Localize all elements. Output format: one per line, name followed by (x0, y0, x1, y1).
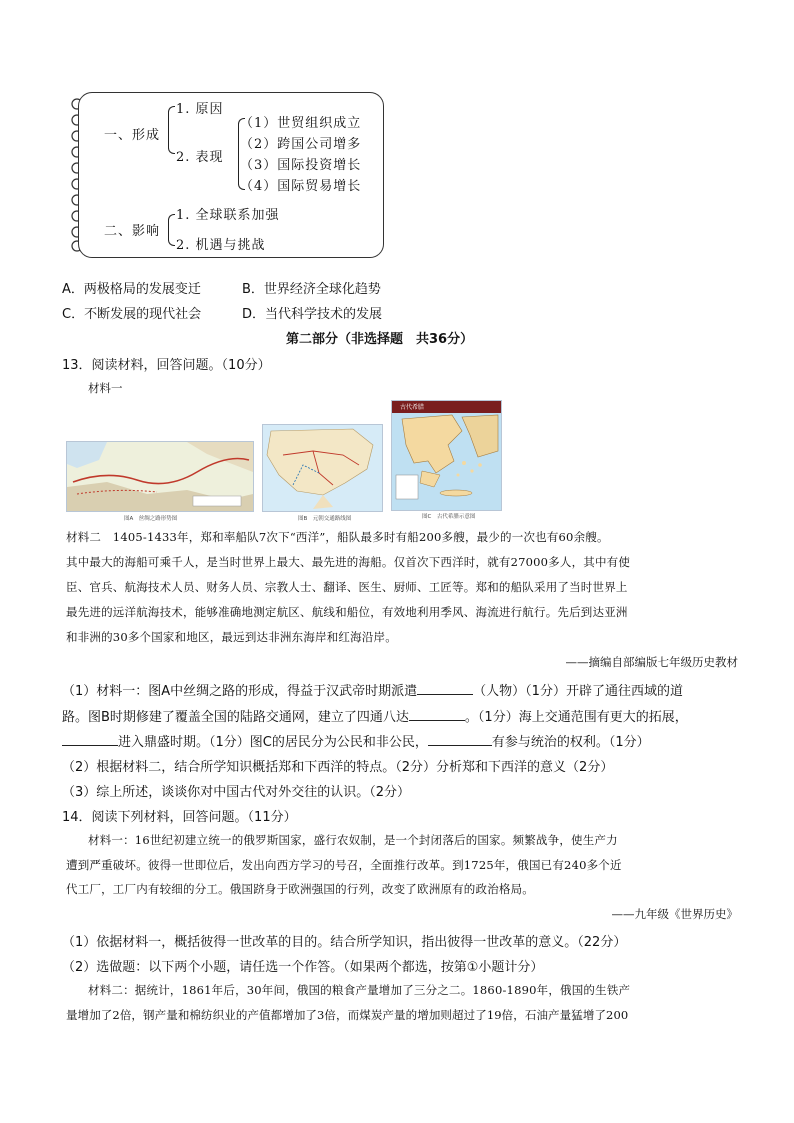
answer-blank-4[interactable] (428, 734, 492, 746)
answer-blank-1[interactable] (417, 683, 473, 695)
q13-sub2: （2）根据材料二，结合所学知识概括郑和下西洋的特点。（2分）分析郑和下西洋的意义（2分） (62, 760, 614, 775)
q13-sub1-line1-b: （人物）（1分）开辟了通往西域的道 (473, 684, 683, 699)
mm-manifestation: 2. 表现 (176, 150, 224, 165)
q13-sub1-line1-a: （1）材料一：图A中丝绸之路的形成，得益于汉武帝时期派遣 (62, 684, 418, 699)
q13-sub1-line1 (62, 680, 683, 699)
part2-title: 第二部分（非选择题 共36分） (286, 332, 474, 347)
q14-sub1: （1）依据材料一，概括彼得一世改革的目的。结合所学知识，指出彼得一世改革的意义。（22分） (62, 935, 627, 950)
option-d[interactable]: D．当代科学技术的发展 (242, 307, 383, 322)
option-b[interactable]: B．世界经济全球化趋势 (242, 282, 381, 297)
silk-road-map (66, 441, 254, 512)
q13-sub1-line3-a: 进入鼎盛时期。（1分）图C的居民分为公民和非公民， (118, 735, 428, 750)
mm-item-3: （3）国际投资增长 (240, 158, 362, 173)
caption-map-b: 图B 元朝交通路线图 (298, 516, 352, 522)
q14-stem: 14．阅读下列材料，回答问题。（11分） (62, 810, 297, 825)
q13-sub1-line3-b: 有参与统治的权利。（1分） (491, 735, 650, 750)
ancient-greece-map-graphic (392, 401, 501, 510)
q13-material2-line-5: 和非洲的30多个国家和地区，最远到达非洲东海岸和红海沿岸。 (66, 630, 397, 644)
q13-source: ——摘编自部编版七年级历史教材 (565, 655, 738, 669)
q13-sub1-line2-b: 。（1分）海上交通范围有更大的拓展， (464, 710, 688, 725)
silk-road-map-graphic (67, 442, 253, 511)
brace (168, 214, 175, 246)
q14-material2-line-2: 量增加了2倍，钢产量和棉纺织业的产值都增加了3倍，而煤炭产量的增加则超过了19倍，石油产量猛增了200 (66, 1008, 629, 1022)
mm-section-formation: 一、形成 (104, 128, 161, 143)
q13-material2-line-2: 其中最大的海船可乘千人，是当时世界上最大、最先进的海船。仅首次下西洋时，就有27000多人，其中有使 (66, 555, 631, 569)
caption-map-a: 图A 丝绸之路形势图 (124, 516, 178, 522)
option-c[interactable]: C．不断发展的现代社会 (62, 307, 202, 322)
q13-stem: 13．阅读材料，回答问题。（10分） (62, 358, 271, 373)
q14-material2-line-1: 材料二：据统计，1861年后，30年间，俄国的粮食产量增加了三分之二。1860-1890年，俄国的生铁产 (88, 983, 631, 997)
mind-map (68, 92, 386, 258)
q14-material1-line-3: 代工厂，工厂内有较细的分工。俄国跻身于欧洲强国的行列，改变了欧洲原有的政治格局。 (66, 882, 534, 896)
yuan-routes-map (262, 424, 383, 512)
yuan-routes-map-graphic (263, 425, 382, 511)
q13-sub1-line2-a: 路。图B时期修建了覆盖全国的陆路交通网，建立了四通八达 (62, 710, 409, 725)
q13-material2-line-3: 臣、官兵、航海技术人员、财务人员、宗教人士、翻译、医生、厨师、工匠等。郑和的船队采用了当时世界上 (66, 580, 628, 594)
caption-map-c: 图C 古代希腊示意图 (422, 514, 476, 520)
answer-blank-2[interactable] (409, 709, 465, 721)
mm-item-1: （1）世贸组织成立 (240, 116, 362, 131)
mm-opportunity: 2. 机遇与挑战 (176, 238, 266, 253)
map-c-title: 古代希腊 (400, 404, 425, 411)
q13-sub3: （3）综上所述，谈谈你对中国古代对外交往的认识。（2分） (62, 785, 411, 800)
q13-material2-line-1: 材料二 1405-1433年，郑和率船队7次下“西洋”，船队最多时有船200多艘，最少的一次也有60余艘。 (66, 530, 609, 544)
q14-material1-line-2: 遭到严重破坏。彼得一世即位后，发出向西方学习的号召，全面推行改革。到1725年，俄国已有240多个近 (66, 858, 622, 872)
mm-global-links: 1. 全球联系加强 (176, 208, 280, 223)
mm-item-4: （4）国际贸易增长 (240, 179, 362, 194)
answer-blank-3[interactable] (62, 734, 118, 746)
q13-sub1-line2 (62, 706, 688, 725)
q14-material1-line-1: 材料一：16世纪初建立统一的俄罗斯国家，盛行农奴制，是一个封闭落后的国家。频繁战争，使生产力 (88, 833, 618, 847)
q14-source: ——九年级《世界历史》 (611, 907, 738, 921)
q13-sub1-line3 (62, 731, 650, 750)
q13-material2-line-4: 最先进的远洋航海技术，能够准确地测定航区、航线和船位，有效地利用季风、海流进行航行。先后到达亚洲 (66, 605, 628, 619)
mm-item-2: （2）跨国公司增多 (240, 137, 362, 152)
ancient-greece-map (391, 400, 502, 511)
q13-material1-label: 材料一 (88, 381, 123, 395)
brace (168, 106, 175, 154)
mm-cause: 1. 原因 (176, 102, 224, 117)
mm-section-influence: 二、影响 (104, 224, 161, 239)
q14-sub2: （2）选做题：以下两个小题，请任选一个作答。（如果两个都选，按第①小题计分） (62, 960, 544, 975)
option-a[interactable]: A．两极格局的发展变迁 (62, 282, 201, 297)
